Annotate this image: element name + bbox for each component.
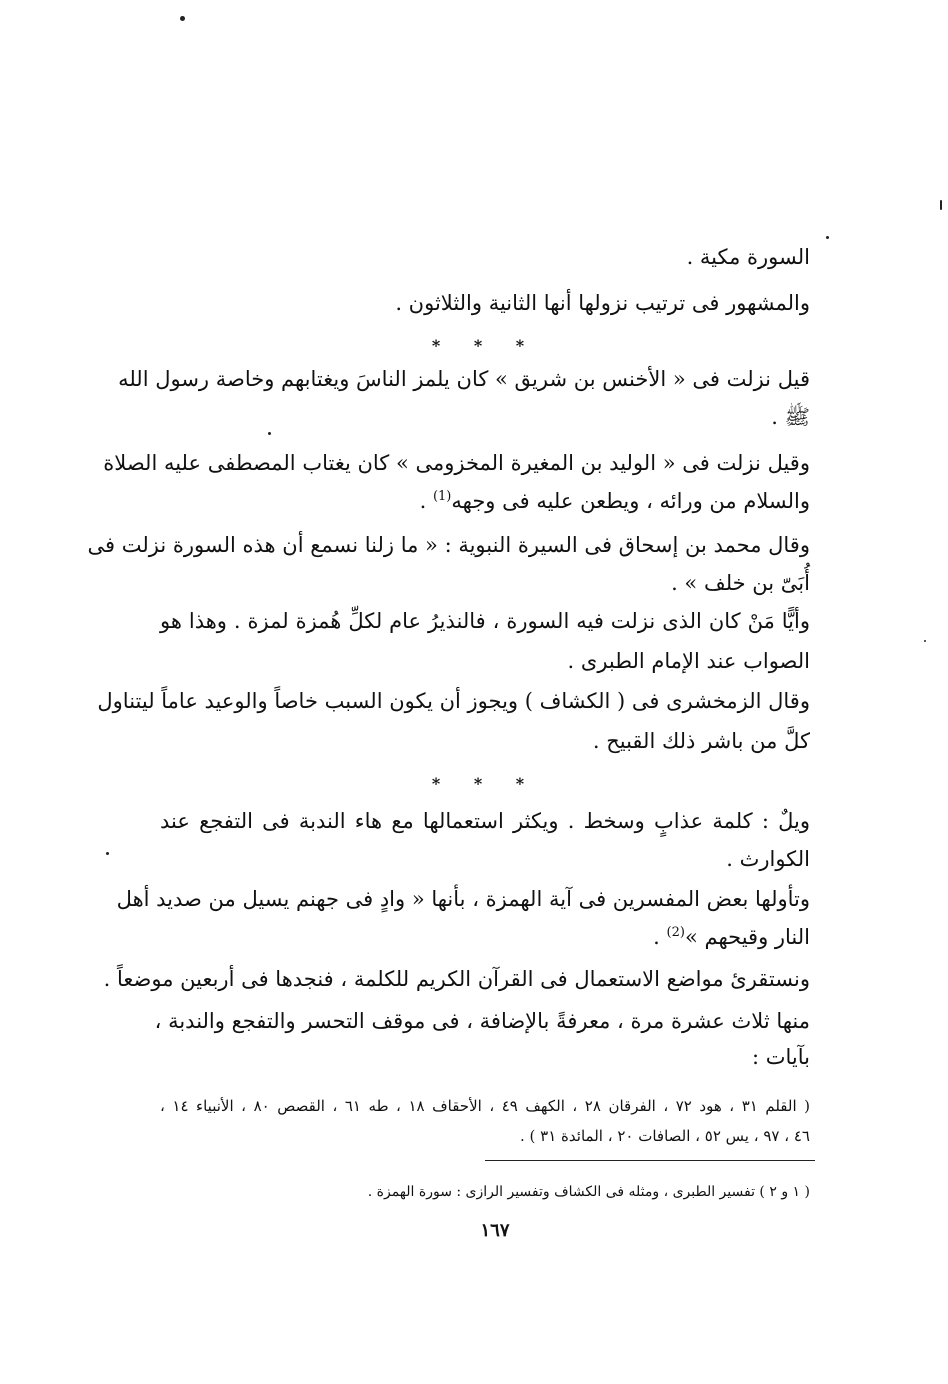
verse-list-line: ( القلم ٣١ ، هود ٧٢ ، الفرقان ٢٨ ، الكهف ٤٩ ، الأحقاف ١٨ ، طه ٦١ ، القصص ٨٠ ، الأنبياء ١٤ ،	[160, 1097, 811, 1115]
footnote-ref: (1)	[432, 489, 452, 504]
text-line: الصواب عند الإمام الطبرى .	[567, 649, 810, 673]
section-separator: * * *	[431, 336, 539, 355]
text-line: السورة مكية .	[686, 245, 810, 269]
text-span: النار وقيحهم »	[684, 925, 810, 949]
text-line: وقال محمد بن إسحاق فى السيرة النبوية : « ما زلنا نسمع أن هذه السورة نزلت فى	[87, 533, 810, 557]
scan-speck	[106, 852, 109, 855]
page-number: ١٦٧	[480, 1220, 510, 1241]
footnote: ( ١ و ٢ ) تفسير الطبرى ، ومثله فى الكشاف وتفسير الرازى : سورة الهمزة .	[367, 1184, 810, 1200]
text-line: وقيل نزلت فى « الوليد بن المغيرة المخزومى » كان يغتاب المصطفى عليه الصلاة	[103, 451, 810, 475]
text-line	[160, 922, 810, 952]
text-line: أُبَىّ بن خلف » .	[671, 571, 810, 595]
text-line: ويلٌ : كلمة عذابٍ وسخط . ويكثر استعمالها مع هاء الندبة فى التفجع عند	[160, 809, 810, 833]
text-line: والمشهور فى ترتيب نزولها أنها الثانية والثلاثون .	[395, 291, 810, 315]
text-line: كلَّ من باشر ذلك القبيح .	[592, 729, 810, 753]
scan-speck	[268, 432, 271, 435]
text-line: منها ثلاث عشرة مرة ، معرفةً بالإضافة ، فى موقف التحسر والتفجع والندبة ،	[154, 1009, 810, 1033]
text-line: وتأولها بعض المفسرين فى آية الهمزة ، بأنها « وادٍ فى جهنم يسيل من صديد أهل	[116, 887, 810, 911]
text-line	[160, 486, 810, 516]
scan-speck	[180, 16, 185, 21]
footnote-rule	[485, 1160, 815, 1161]
footnote-ref: (2)	[666, 925, 685, 940]
scan-speck	[940, 200, 942, 210]
text-line: ونستقرئ مواضع الاستعمال فى القرآن الكريم للكلمة ، فنجدها فى أربعين موضعاً .	[103, 967, 810, 991]
text-line: بآيات :	[751, 1045, 810, 1069]
text-line: قيل نزلت فى « الأخنس بن شريق » كان يلمز الناسَ ويغتابهم وخاصة رسول الله	[118, 367, 810, 391]
text-line: وقال الزمخشرى فى ( الكشاف ) ويجوز أن يكون السبب خاصاً والوعيد عاماً ليتناول	[97, 689, 810, 713]
verse-list-line: ٤٦ ، ٩٧ ، يس ٥٢ ، الصافات ٢٠ ، المائدة ٣١ ) .	[520, 1127, 810, 1145]
text-span: .	[419, 489, 433, 513]
text-line: ﷺ .	[771, 405, 810, 429]
text-span: والسلام من ورائه ، ويطعن عليه فى وجهه	[451, 489, 810, 513]
scan-speck	[924, 640, 926, 642]
section-separator: * * *	[431, 774, 539, 793]
text-span: .	[653, 925, 667, 949]
scan-speck	[826, 236, 829, 239]
text-line: الكوارث .	[726, 847, 810, 871]
text-line: وأيًّا مَنْ كان الذى نزلت فيه السورة ، فالنذيرُ عام لكلِّ هُمزة لمزة . وهذا هو	[160, 609, 810, 633]
